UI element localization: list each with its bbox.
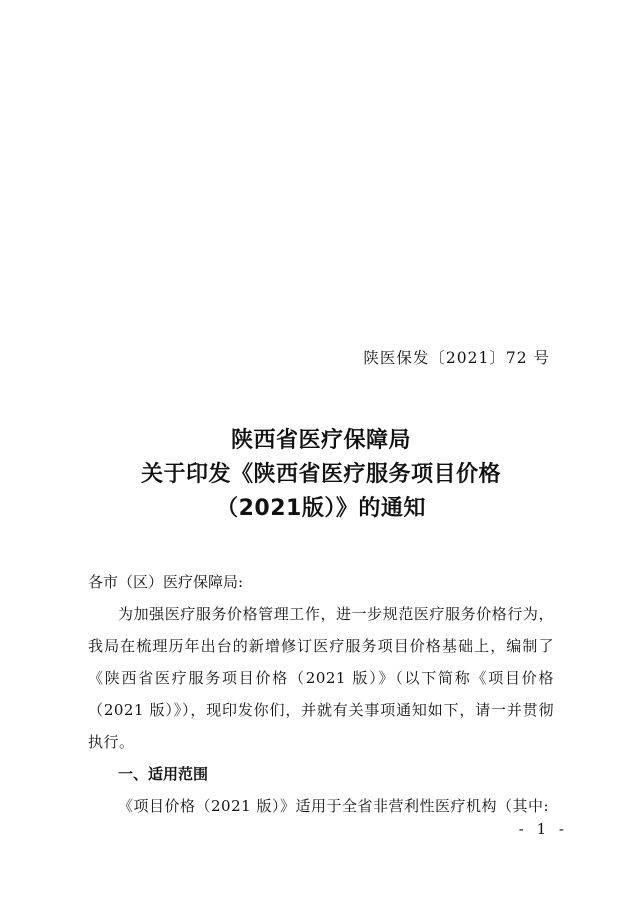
- section-heading-1: 一、适用范围: [118, 765, 209, 783]
- page-number: - 1 -: [518, 820, 568, 838]
- document-title: [0, 424, 642, 526]
- paragraph-1: 为加强医疗服务价格管理工作，进一步规范医疗服务价格行为，我局在梳理历年出台的新增修订医疗服务项目价格基础上，编制了《陕西省医疗服务项目价格（2021 版）》（以下简称《项目价格（2021 版）》），现印发你们，并就有关事项通知如下，请一并贯彻执行。: [88, 605, 554, 751]
- paragraph-2: 《项目价格（2021 版）》适用于全省非营利性医疗机构（其中:: [118, 797, 549, 815]
- document-number: 陕医保发〔2021〕72 号: [363, 349, 550, 367]
- title-line-3: （2021版）》的通知: [216, 496, 426, 521]
- document-body: [88, 566, 554, 822]
- title-line-1: 陕西省医疗保障局: [230, 428, 411, 453]
- salutation: 各市（区）医疗保障局:: [88, 573, 244, 591]
- title-line-2: 关于印发《陕西省医疗服务项目价格: [140, 462, 501, 487]
